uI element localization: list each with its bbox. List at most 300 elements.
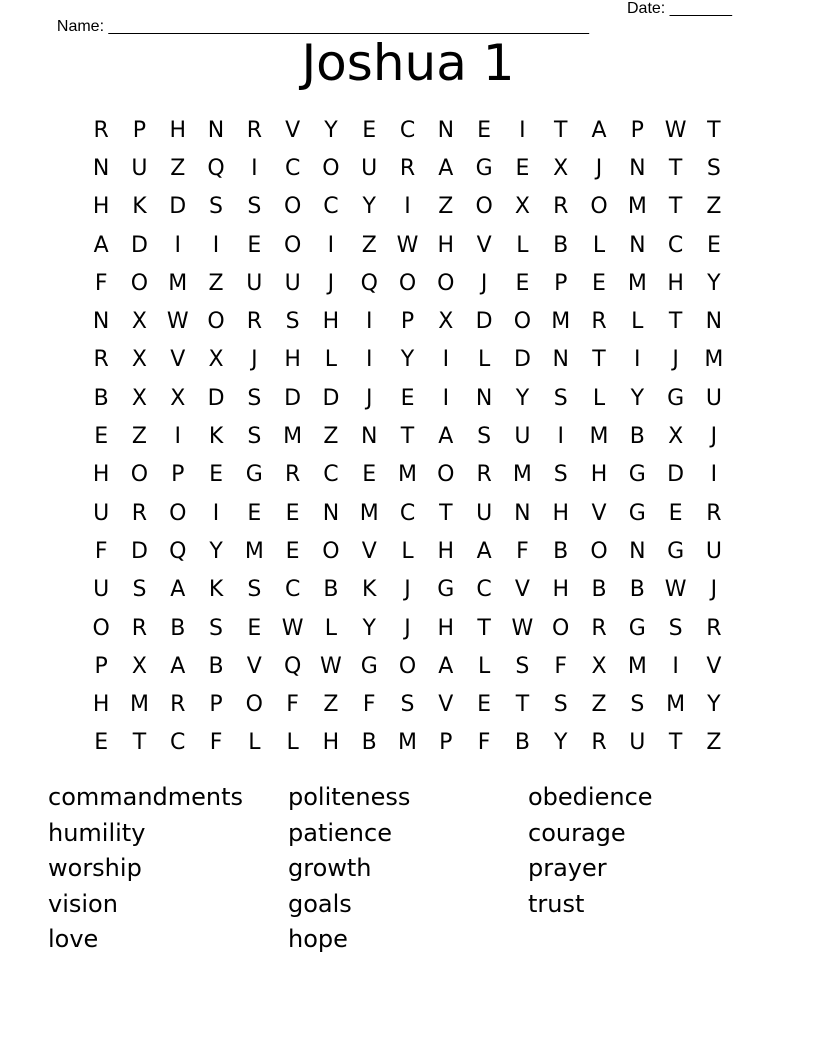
grid-letter[interactable]: F <box>516 538 529 564</box>
grid-letter[interactable]: M <box>512 462 532 488</box>
grid-letter[interactable]: N <box>629 155 646 181</box>
word-list-item: goals <box>288 889 352 918</box>
grid-letter[interactable]: V <box>476 232 492 258</box>
grid-letter[interactable]: O <box>437 462 455 488</box>
grid-letter[interactable]: C <box>399 500 416 526</box>
grid-letter[interactable]: M <box>589 424 609 450</box>
grid-letter[interactable]: Y <box>515 385 530 411</box>
grid-letter[interactable]: D <box>130 232 148 258</box>
grid-letter[interactable]: H <box>169 117 187 143</box>
grid-letter[interactable]: E <box>362 117 377 143</box>
grid-letter[interactable]: O <box>245 692 263 718</box>
grid-letter[interactable]: N <box>92 155 110 181</box>
grid-letter[interactable]: E <box>515 270 530 296</box>
grid-letter[interactable]: X <box>553 155 569 181</box>
grid-letter[interactable]: C <box>170 730 186 756</box>
grid-letter[interactable]: R <box>476 462 492 488</box>
grid-letter[interactable]: T <box>668 309 683 335</box>
grid-letter[interactable]: W <box>511 615 534 641</box>
grid-letter[interactable]: N <box>207 117 225 143</box>
grid-letter[interactable]: N <box>629 538 646 564</box>
grid-letter[interactable]: O <box>207 309 225 335</box>
grid-letter[interactable]: B <box>553 232 569 258</box>
grid-letter[interactable]: R <box>591 730 607 756</box>
grid-letter[interactable]: V <box>438 692 454 718</box>
grid-letter[interactable]: M <box>398 462 418 488</box>
grid-letter[interactable]: J <box>480 270 488 296</box>
grid-letter[interactable]: Q <box>283 653 302 679</box>
grid-letter[interactable]: S <box>247 577 262 603</box>
grid-letter[interactable]: L <box>401 538 414 564</box>
grid-letter[interactable]: S <box>209 615 224 641</box>
grid-letter[interactable]: M <box>704 347 724 373</box>
grid-letter[interactable]: O <box>552 615 570 641</box>
grid-letter[interactable]: O <box>590 194 608 220</box>
grid-letter[interactable]: R <box>553 194 569 220</box>
grid-letter[interactable]: Y <box>362 615 376 641</box>
grid-letter[interactable]: O <box>169 500 187 526</box>
grid-letter[interactable]: E <box>362 462 377 488</box>
grid-letter[interactable]: F <box>362 692 376 718</box>
grid-letter[interactable]: O <box>322 538 340 564</box>
grid-letter[interactable]: R <box>246 309 262 335</box>
grid-letter[interactable]: Q <box>360 270 378 296</box>
grid-letter[interactable]: U <box>131 155 148 181</box>
grid-letter[interactable]: P <box>400 309 415 335</box>
word-list-item: politeness <box>288 783 411 811</box>
grid-letter[interactable]: L <box>592 232 606 258</box>
grid-letter[interactable]: O <box>513 309 532 335</box>
grid-letter[interactable]: A <box>476 538 492 564</box>
grid-letter[interactable]: G <box>628 615 646 641</box>
grid-letter[interactable]: O <box>398 653 417 679</box>
grid-letter[interactable]: R <box>131 615 148 641</box>
grid-letter[interactable]: T <box>132 730 147 756</box>
grid-letter[interactable]: G <box>667 538 685 564</box>
grid-letter[interactable]: I <box>519 117 526 143</box>
grid-letter[interactable]: F <box>477 730 491 756</box>
grid-letter[interactable]: U <box>93 500 110 526</box>
grid-letter[interactable]: I <box>251 155 258 181</box>
grid-letter[interactable]: N <box>92 309 110 335</box>
grid-letter[interactable]: G <box>245 462 263 488</box>
grid-letter[interactable]: S <box>553 462 568 488</box>
grid-letter[interactable]: A <box>93 232 109 258</box>
grid-letter[interactable]: L <box>477 653 491 679</box>
grid-letter[interactable]: X <box>131 653 147 679</box>
grid-letter[interactable]: R <box>706 615 722 641</box>
grid-letter[interactable]: T <box>553 117 568 143</box>
grid-letter[interactable]: O <box>283 194 302 220</box>
grid-letter[interactable]: N <box>437 117 455 143</box>
grid-letter[interactable]: N <box>514 500 531 526</box>
grid-letter[interactable]: G <box>628 500 646 526</box>
grid-letter[interactable]: M <box>398 730 418 756</box>
grid-letter[interactable]: E <box>94 730 109 756</box>
grid-letter[interactable]: V <box>170 347 186 373</box>
word-list-item: obedience <box>528 783 653 811</box>
grid-letter[interactable]: V <box>591 500 607 526</box>
grid-letter[interactable]: I <box>557 424 564 450</box>
grid-letter[interactable]: W <box>281 615 304 641</box>
grid-letter[interactable]: H <box>92 462 110 488</box>
grid-letter[interactable]: M <box>666 692 686 718</box>
grid-letter[interactable]: O <box>590 538 608 564</box>
grid-letter[interactable]: S <box>630 692 645 718</box>
grid-letter[interactable]: E <box>515 155 530 181</box>
grid-letter[interactable]: R <box>170 692 186 718</box>
grid-letter[interactable]: J <box>404 577 411 603</box>
grid-letter[interactable]: C <box>323 194 339 220</box>
grid-letter[interactable]: Z <box>706 194 722 220</box>
grid-letter[interactable]: I <box>365 347 373 373</box>
grid-letter[interactable]: D <box>667 462 685 488</box>
grid-letter[interactable]: C <box>284 155 301 181</box>
grid-letter[interactable]: K <box>208 424 224 450</box>
grid-letter[interactable]: L <box>631 309 644 335</box>
grid-letter[interactable]: H <box>552 577 569 603</box>
grid-letter[interactable]: T <box>400 424 415 450</box>
grid-letter[interactable]: W <box>664 117 687 143</box>
word-list-item: worship <box>48 854 142 883</box>
grid-letter[interactable]: U <box>705 385 722 411</box>
grid-letter[interactable]: O <box>92 615 110 641</box>
grid-letter[interactable]: B <box>170 615 186 641</box>
grid-letter[interactable]: T <box>515 692 530 718</box>
grid-letter[interactable]: Z <box>170 155 186 181</box>
grid-letter[interactable]: P <box>630 117 644 143</box>
grid-letter[interactable]: S <box>515 653 530 679</box>
grid-letter[interactable]: Q <box>169 538 187 564</box>
grid-letter[interactable]: N <box>360 424 378 450</box>
grid-letter[interactable]: D <box>207 385 225 411</box>
grid-letter[interactable]: C <box>667 232 684 258</box>
grid-letter[interactable]: N <box>629 232 646 258</box>
grid-letter[interactable]: H <box>590 462 608 488</box>
grid-letter[interactable]: E <box>247 500 262 526</box>
grid-letter[interactable]: B <box>591 577 607 603</box>
grid-letter[interactable]: F <box>554 653 568 679</box>
grid-letter[interactable]: L <box>477 347 491 373</box>
grid-letter[interactable]: I <box>672 653 679 679</box>
date-field[interactable]: Date: _______ <box>627 0 732 17</box>
grid-letter[interactable]: D <box>130 538 148 564</box>
grid-letter[interactable]: J <box>710 424 718 450</box>
grid-letter[interactable]: M <box>359 500 379 526</box>
grid-letter[interactable]: R <box>131 500 148 526</box>
grid-letter[interactable]: M <box>244 538 264 564</box>
grid-letter[interactable]: M <box>627 194 647 220</box>
grid-letter[interactable]: I <box>442 385 450 411</box>
grid-letter[interactable]: C <box>476 577 492 603</box>
grid-letter[interactable]: Y <box>324 117 338 143</box>
grid-letter[interactable]: B <box>93 385 109 411</box>
grid-letter[interactable]: E <box>209 462 223 488</box>
grid-letter[interactable]: I <box>212 232 220 258</box>
grid-letter[interactable]: O <box>130 462 149 488</box>
grid-letter[interactable]: A <box>170 577 186 603</box>
grid-letter[interactable]: T <box>668 730 683 756</box>
grid-letter[interactable]: O <box>398 270 417 296</box>
grid-letter[interactable]: S <box>400 692 415 718</box>
grid-letter[interactable]: E <box>285 538 300 564</box>
grid-letter[interactable]: X <box>438 309 454 335</box>
grid-letter[interactable]: N <box>705 309 723 335</box>
grid-letter[interactable]: V <box>285 117 301 143</box>
grid-letter[interactable]: I <box>174 424 181 450</box>
grid-letter[interactable]: R <box>246 117 262 143</box>
grid-letter[interactable]: M <box>551 309 571 335</box>
grid-letter[interactable]: H <box>437 538 455 564</box>
grid-letter[interactable]: L <box>324 615 338 641</box>
grid-letter[interactable]: K <box>208 577 224 603</box>
grid-letter[interactable]: P <box>171 462 185 488</box>
grid-letter[interactable]: R <box>93 347 109 373</box>
grid-letter[interactable]: H <box>437 615 455 641</box>
grid-letter[interactable]: J <box>365 385 373 411</box>
grid-letter[interactable]: F <box>94 270 108 296</box>
grid-letter[interactable]: X <box>131 385 147 411</box>
grid-letter[interactable]: G <box>475 155 493 181</box>
grid-letter[interactable]: Z <box>438 194 454 220</box>
word-list-item: love <box>48 925 99 954</box>
grid-letter[interactable]: Y <box>209 538 223 564</box>
grid-letter[interactable]: H <box>322 730 340 756</box>
grid-letter[interactable]: H <box>322 309 340 335</box>
grid-letter[interactable]: E <box>247 615 262 641</box>
grid-letter[interactable]: J <box>327 270 335 296</box>
grid-letter[interactable]: O <box>130 270 149 296</box>
grid-letter[interactable]: E <box>94 424 109 450</box>
grid-letter[interactable]: U <box>705 538 722 564</box>
grid-letter[interactable]: S <box>553 385 568 411</box>
grid-letter[interactable]: X <box>131 309 147 335</box>
grid-letter[interactable]: H <box>92 692 110 718</box>
grid-letter[interactable]: K <box>362 577 377 603</box>
grid-letter[interactable]: Z <box>706 730 722 756</box>
grid-letter[interactable]: J <box>251 347 258 373</box>
grid-letter[interactable]: S <box>247 385 262 411</box>
grid-letter[interactable]: Y <box>400 347 415 373</box>
grid-letter[interactable]: O <box>322 155 340 181</box>
grid-letter[interactable]: S <box>285 309 300 335</box>
grid-letter[interactable]: W <box>320 653 342 679</box>
grid-letter[interactable]: T <box>668 194 683 220</box>
grid-letter[interactable]: M <box>129 692 149 718</box>
grid-letter[interactable]: X <box>208 347 224 373</box>
word-list-item: hope <box>288 925 348 954</box>
grid-letter[interactable]: Z <box>323 692 339 718</box>
grid-letter[interactable]: S <box>209 194 224 220</box>
grid-letter[interactable]: H <box>92 194 110 220</box>
grid-letter[interactable]: Y <box>707 692 721 718</box>
grid-letter[interactable]: V <box>706 653 722 679</box>
grid-letter[interactable]: I <box>442 347 450 373</box>
grid-letter[interactable]: H <box>667 270 684 296</box>
grid-letter[interactable]: M <box>283 424 303 450</box>
grid-letter[interactable]: A <box>591 117 607 143</box>
grid-letter[interactable]: X <box>591 653 607 679</box>
grid-letter[interactable]: G <box>667 385 685 411</box>
grid-letter[interactable]: A <box>438 653 454 679</box>
grid-letter[interactable]: A <box>438 424 454 450</box>
grid-letter[interactable]: O <box>283 232 302 258</box>
grid-letter[interactable]: E <box>247 232 262 258</box>
grid-letter[interactable]: R <box>706 500 722 526</box>
grid-letter[interactable]: R <box>284 462 301 488</box>
grid-letter[interactable]: U <box>514 424 531 450</box>
grid-letter[interactable]: B <box>208 653 224 679</box>
grid-letter[interactable]: P <box>439 730 453 756</box>
grid-letter[interactable]: Z <box>131 424 147 450</box>
grid-letter[interactable]: V <box>514 577 530 603</box>
grid-letter[interactable]: W <box>166 309 189 335</box>
grid-letter[interactable]: P <box>209 692 223 718</box>
grid-letter[interactable]: X <box>514 194 530 220</box>
grid-letter[interactable]: E <box>706 232 721 258</box>
page-title: Joshua 1 <box>301 34 515 92</box>
grid-letter[interactable]: Z <box>323 424 339 450</box>
grid-letter[interactable]: U <box>361 155 378 181</box>
word-list-item: vision <box>48 889 118 918</box>
grid-letter[interactable]: Y <box>362 194 376 220</box>
grid-letter[interactable]: S <box>477 424 492 450</box>
grid-letter[interactable]: G <box>437 577 455 603</box>
grid-letter[interactable]: J <box>595 155 603 181</box>
grid-letter[interactable]: U <box>629 730 646 756</box>
grid-letter[interactable]: G <box>360 653 378 679</box>
grid-letter[interactable]: C <box>323 462 339 488</box>
grid-letter[interactable]: U <box>284 270 301 296</box>
grid-letter[interactable]: D <box>284 385 302 411</box>
grid-letter[interactable]: R <box>399 155 416 181</box>
grid-letter[interactable]: S <box>247 424 262 450</box>
grid-letter[interactable]: P <box>132 117 147 143</box>
grid-letter[interactable]: E <box>477 117 492 143</box>
grid-letter[interactable]: R <box>591 309 607 335</box>
grid-letter[interactable]: I <box>404 194 411 220</box>
grid-letter[interactable]: I <box>174 232 181 258</box>
grid-letter[interactable]: O <box>475 194 493 220</box>
grid-letter[interactable]: F <box>209 730 223 756</box>
grid-letter[interactable]: S <box>668 615 683 641</box>
grid-letter[interactable]: I <box>634 347 641 373</box>
grid-letter[interactable]: E <box>477 692 492 718</box>
grid-letter[interactable]: Q <box>207 155 225 181</box>
grid-letter[interactable]: V <box>361 538 377 564</box>
grid-letter[interactable]: H <box>437 232 455 258</box>
grid-letter[interactable]: S <box>132 577 147 603</box>
grid-letter[interactable]: L <box>592 385 606 411</box>
grid-letter[interactable]: I <box>710 462 718 488</box>
grid-letter[interactable]: N <box>552 347 569 373</box>
grid-letter[interactable]: E <box>400 385 415 411</box>
grid-letter[interactable]: P <box>94 653 108 679</box>
grid-letter[interactable]: R <box>93 117 109 143</box>
grid-letter[interactable]: X <box>131 347 147 373</box>
grid-letter[interactable]: Z <box>208 270 224 296</box>
grid-letter[interactable]: T <box>439 500 453 526</box>
grid-letter[interactable]: I <box>212 500 220 526</box>
grid-letter[interactable]: W <box>664 577 687 603</box>
grid-letter[interactable]: Y <box>553 730 568 756</box>
grid-letter[interactable]: P <box>554 270 568 296</box>
name-field[interactable]: Name: ______________________________________________________ <box>56 18 589 35</box>
grid-letter[interactable]: I <box>327 232 335 258</box>
grid-letter[interactable]: X <box>170 385 186 411</box>
grid-letter[interactable]: N <box>475 385 493 411</box>
grid-letter[interactable]: D <box>513 347 531 373</box>
grid-letter[interactable]: E <box>285 500 300 526</box>
grid-letter[interactable]: U <box>246 270 263 296</box>
grid-letter[interactable]: X <box>668 424 684 450</box>
grid-letter[interactable]: M <box>168 270 188 296</box>
grid-letter[interactable]: M <box>627 653 647 679</box>
grid-letter[interactable]: E <box>592 270 606 296</box>
grid-letter[interactable]: R <box>591 615 607 641</box>
grid-letter[interactable]: W <box>396 232 419 258</box>
grid-letter[interactable]: F <box>94 538 108 564</box>
grid-letter[interactable]: J <box>672 347 679 373</box>
grid-letter[interactable]: C <box>284 577 301 603</box>
grid-letter[interactable]: L <box>516 232 529 258</box>
grid-letter[interactable]: T <box>668 155 683 181</box>
grid-letter[interactable]: N <box>322 500 340 526</box>
grid-letter[interactable]: Z <box>591 692 607 718</box>
grid-letter[interactable]: S <box>706 155 721 181</box>
grid-letter[interactable]: I <box>365 309 373 335</box>
header-line <box>48 0 748 35</box>
grid-letter[interactable]: D <box>475 309 493 335</box>
grid-letter[interactable]: Z <box>361 232 377 258</box>
grid-letter[interactable]: E <box>668 500 683 526</box>
grid-letter[interactable]: J <box>710 577 718 603</box>
grid-letter[interactable]: D <box>322 385 340 411</box>
grid-letter[interactable]: A <box>170 653 186 679</box>
grid-letter[interactable]: L <box>324 347 338 373</box>
grid-letter[interactable]: F <box>286 692 299 718</box>
grid-letter[interactable]: L <box>286 730 299 756</box>
grid-letter[interactable]: C <box>399 117 416 143</box>
grid-letter[interactable]: K <box>132 194 147 220</box>
grid-letter[interactable]: B <box>514 730 530 756</box>
grid-letter[interactable]: B <box>361 730 377 756</box>
grid-letter[interactable]: T <box>707 117 721 143</box>
grid-letter[interactable]: T <box>592 347 606 373</box>
grid-letter[interactable]: G <box>628 462 646 488</box>
grid-letter[interactable]: V <box>246 653 262 679</box>
grid-letter[interactable]: B <box>323 577 339 603</box>
grid-letter[interactable]: T <box>477 615 491 641</box>
grid-letter[interactable]: U <box>93 577 110 603</box>
grid-letter[interactable]: H <box>284 347 301 373</box>
grid-letter[interactable]: Y <box>630 385 645 411</box>
grid-letter[interactable]: B <box>553 538 569 564</box>
grid-letter[interactable]: U <box>476 500 493 526</box>
grid-letter[interactable]: A <box>438 155 454 181</box>
grid-letter[interactable]: S <box>247 194 262 220</box>
grid-letter[interactable]: S <box>553 692 568 718</box>
grid-letter[interactable]: O <box>437 270 455 296</box>
grid-letter[interactable]: B <box>629 424 645 450</box>
grid-letter[interactable]: M <box>627 270 647 296</box>
grid-letter[interactable]: L <box>248 730 261 756</box>
grid-letter[interactable]: J <box>404 615 411 641</box>
grid-letter[interactable]: Y <box>707 270 721 296</box>
grid-letter[interactable]: B <box>629 577 645 603</box>
grid-letter[interactable]: H <box>552 500 569 526</box>
grid-letter[interactable]: D <box>169 194 187 220</box>
